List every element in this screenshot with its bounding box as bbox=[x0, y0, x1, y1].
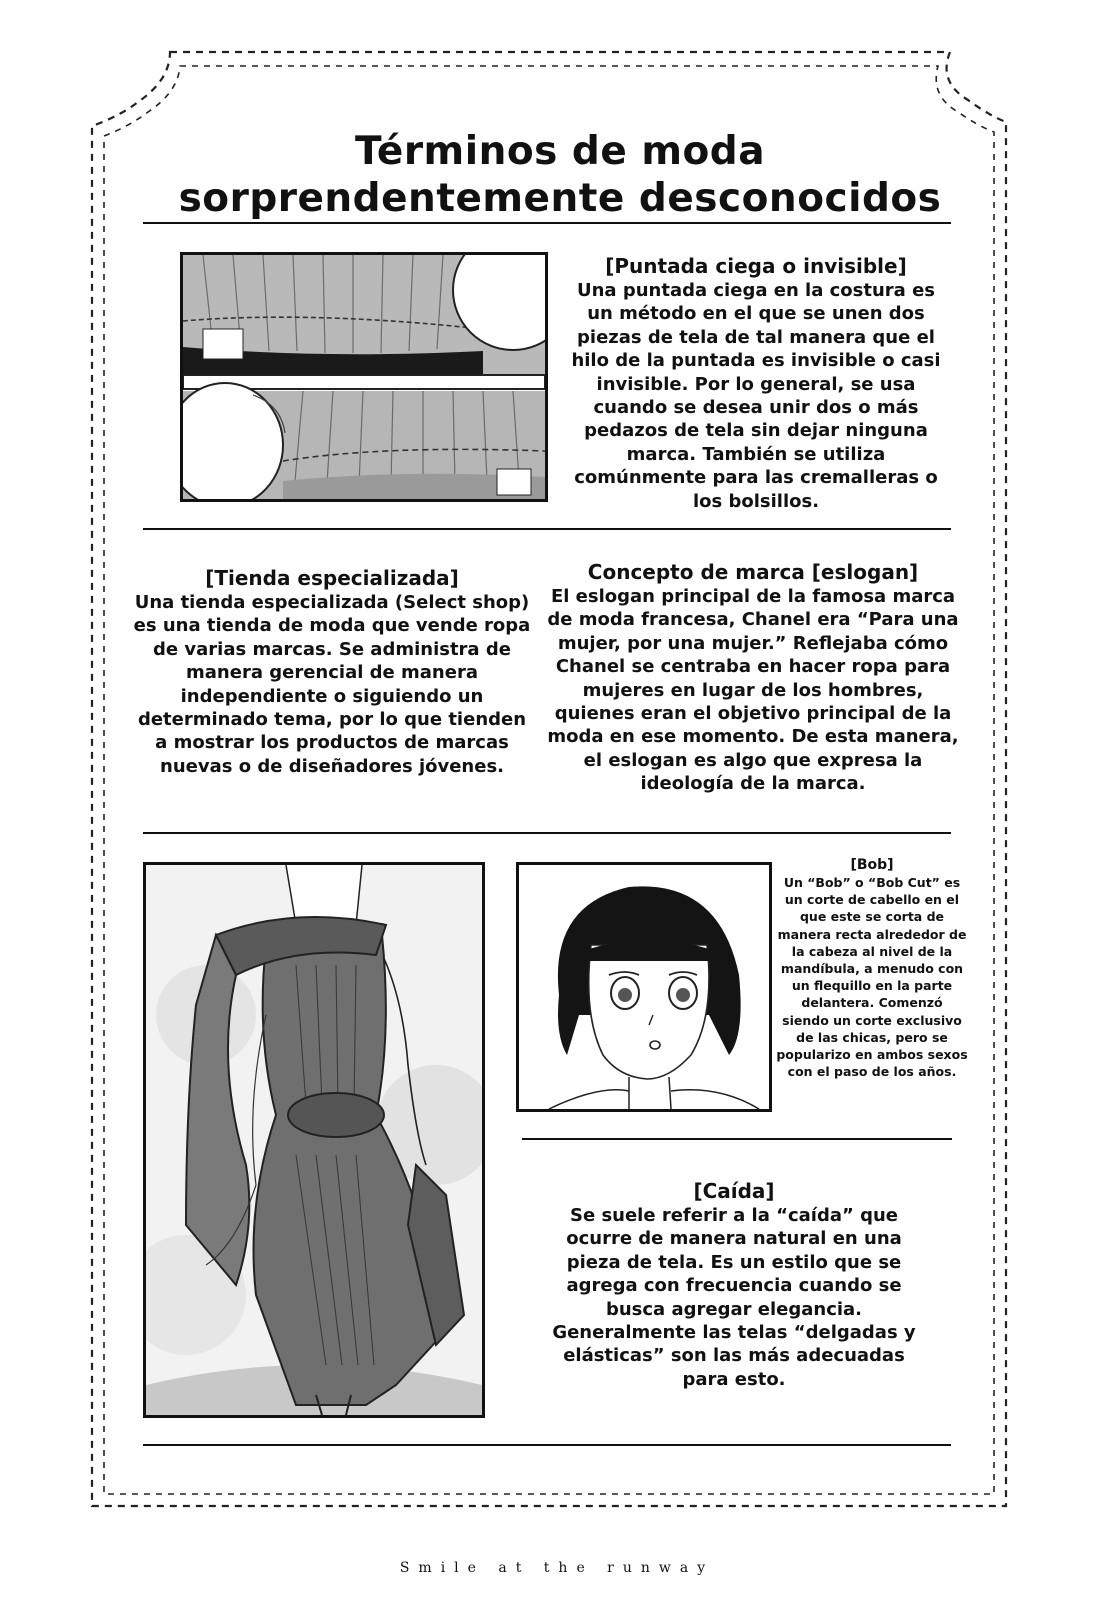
footer-series-title: Smile at the runway bbox=[399, 1560, 715, 1576]
section-concepto bbox=[546, 560, 960, 796]
draped-dress-illustration bbox=[143, 862, 485, 1418]
divider-1 bbox=[143, 528, 951, 530]
section-concepto-heading: Concepto de marca [eslogan] bbox=[587, 560, 919, 584]
section-puntada-heading: [Puntada ciega o invisible] bbox=[605, 254, 907, 278]
section-tienda bbox=[132, 566, 532, 778]
divider-2 bbox=[143, 832, 951, 834]
section-caida-body: Se suele referir a la “caída” que ocurre de manera natural en una pieza de tela. Es un estilo que se agrega con frecuencia cuando se busca agregar elegancia. Generalmente las telas “delgadas y elásticas” son las más adecuadas para esto. bbox=[552, 1205, 916, 1390]
section-caida-heading: [Caída] bbox=[693, 1179, 775, 1203]
bob-haircut-portrait bbox=[516, 862, 772, 1112]
page-title bbox=[130, 128, 990, 222]
divider-4 bbox=[143, 1444, 951, 1446]
section-tienda-heading: [Tienda especializada] bbox=[205, 566, 459, 590]
divider-3 bbox=[522, 1138, 952, 1140]
section-bob-body: Un “Bob” o “Bob Cut” es un corte de cabello en el que este se corta de manera recta alrededor de la cabeza al nivel de la mandíbula, a menudo con un flequillo en la parte delantera. Comenzó siendo un corte exclusivo de las chicas, pero se popularizo en ambos sexos con el paso de los años. bbox=[776, 875, 968, 1080]
section-concepto-body: El eslogan principal de la famosa marca de moda francesa, Chanel era “Para una mujer, por una mujer.” Reflejaba cómo Chanel se centraba en hacer ropa para mujeres en lugar de los hombres, quienes eran el objetivo principal de la moda en ese momento. De esta manera, el eslogan es algo que expresa la ideología de la marca. bbox=[547, 586, 959, 795]
title-divider bbox=[143, 222, 951, 224]
section-bob-heading: [Bob] bbox=[850, 857, 894, 873]
section-puntada bbox=[566, 254, 946, 513]
section-tienda-body: Una tienda especializada (Select shop) es una tienda de moda que vende ropa de varias marcas. Se administra de manera gerencial de manera independiente o siguiendo un determinado tema, por lo que tienden a mostrar los productos de marcas nuevas o de diseñadores jóvenes. bbox=[133, 592, 531, 777]
blind-stitch-illustration bbox=[180, 252, 548, 502]
page-title-line-2: sorprendentemente desconocidos bbox=[178, 176, 942, 221]
section-caida bbox=[548, 1179, 920, 1391]
section-puntada-body: Una puntada ciega en la costura es un método en el que se unen dos piezas de tela de tal manera que el hilo de la puntada es invisible o casi invisible. Por lo general, se usa cuando se desea unir dos o más pedazos de tela sin dejar ninguna marca. También se utiliza comúnmente para las cremalleras o los bolsillos. bbox=[571, 280, 941, 512]
page-title-line-1: Términos de moda bbox=[354, 129, 766, 174]
section-bob bbox=[776, 857, 968, 1080]
